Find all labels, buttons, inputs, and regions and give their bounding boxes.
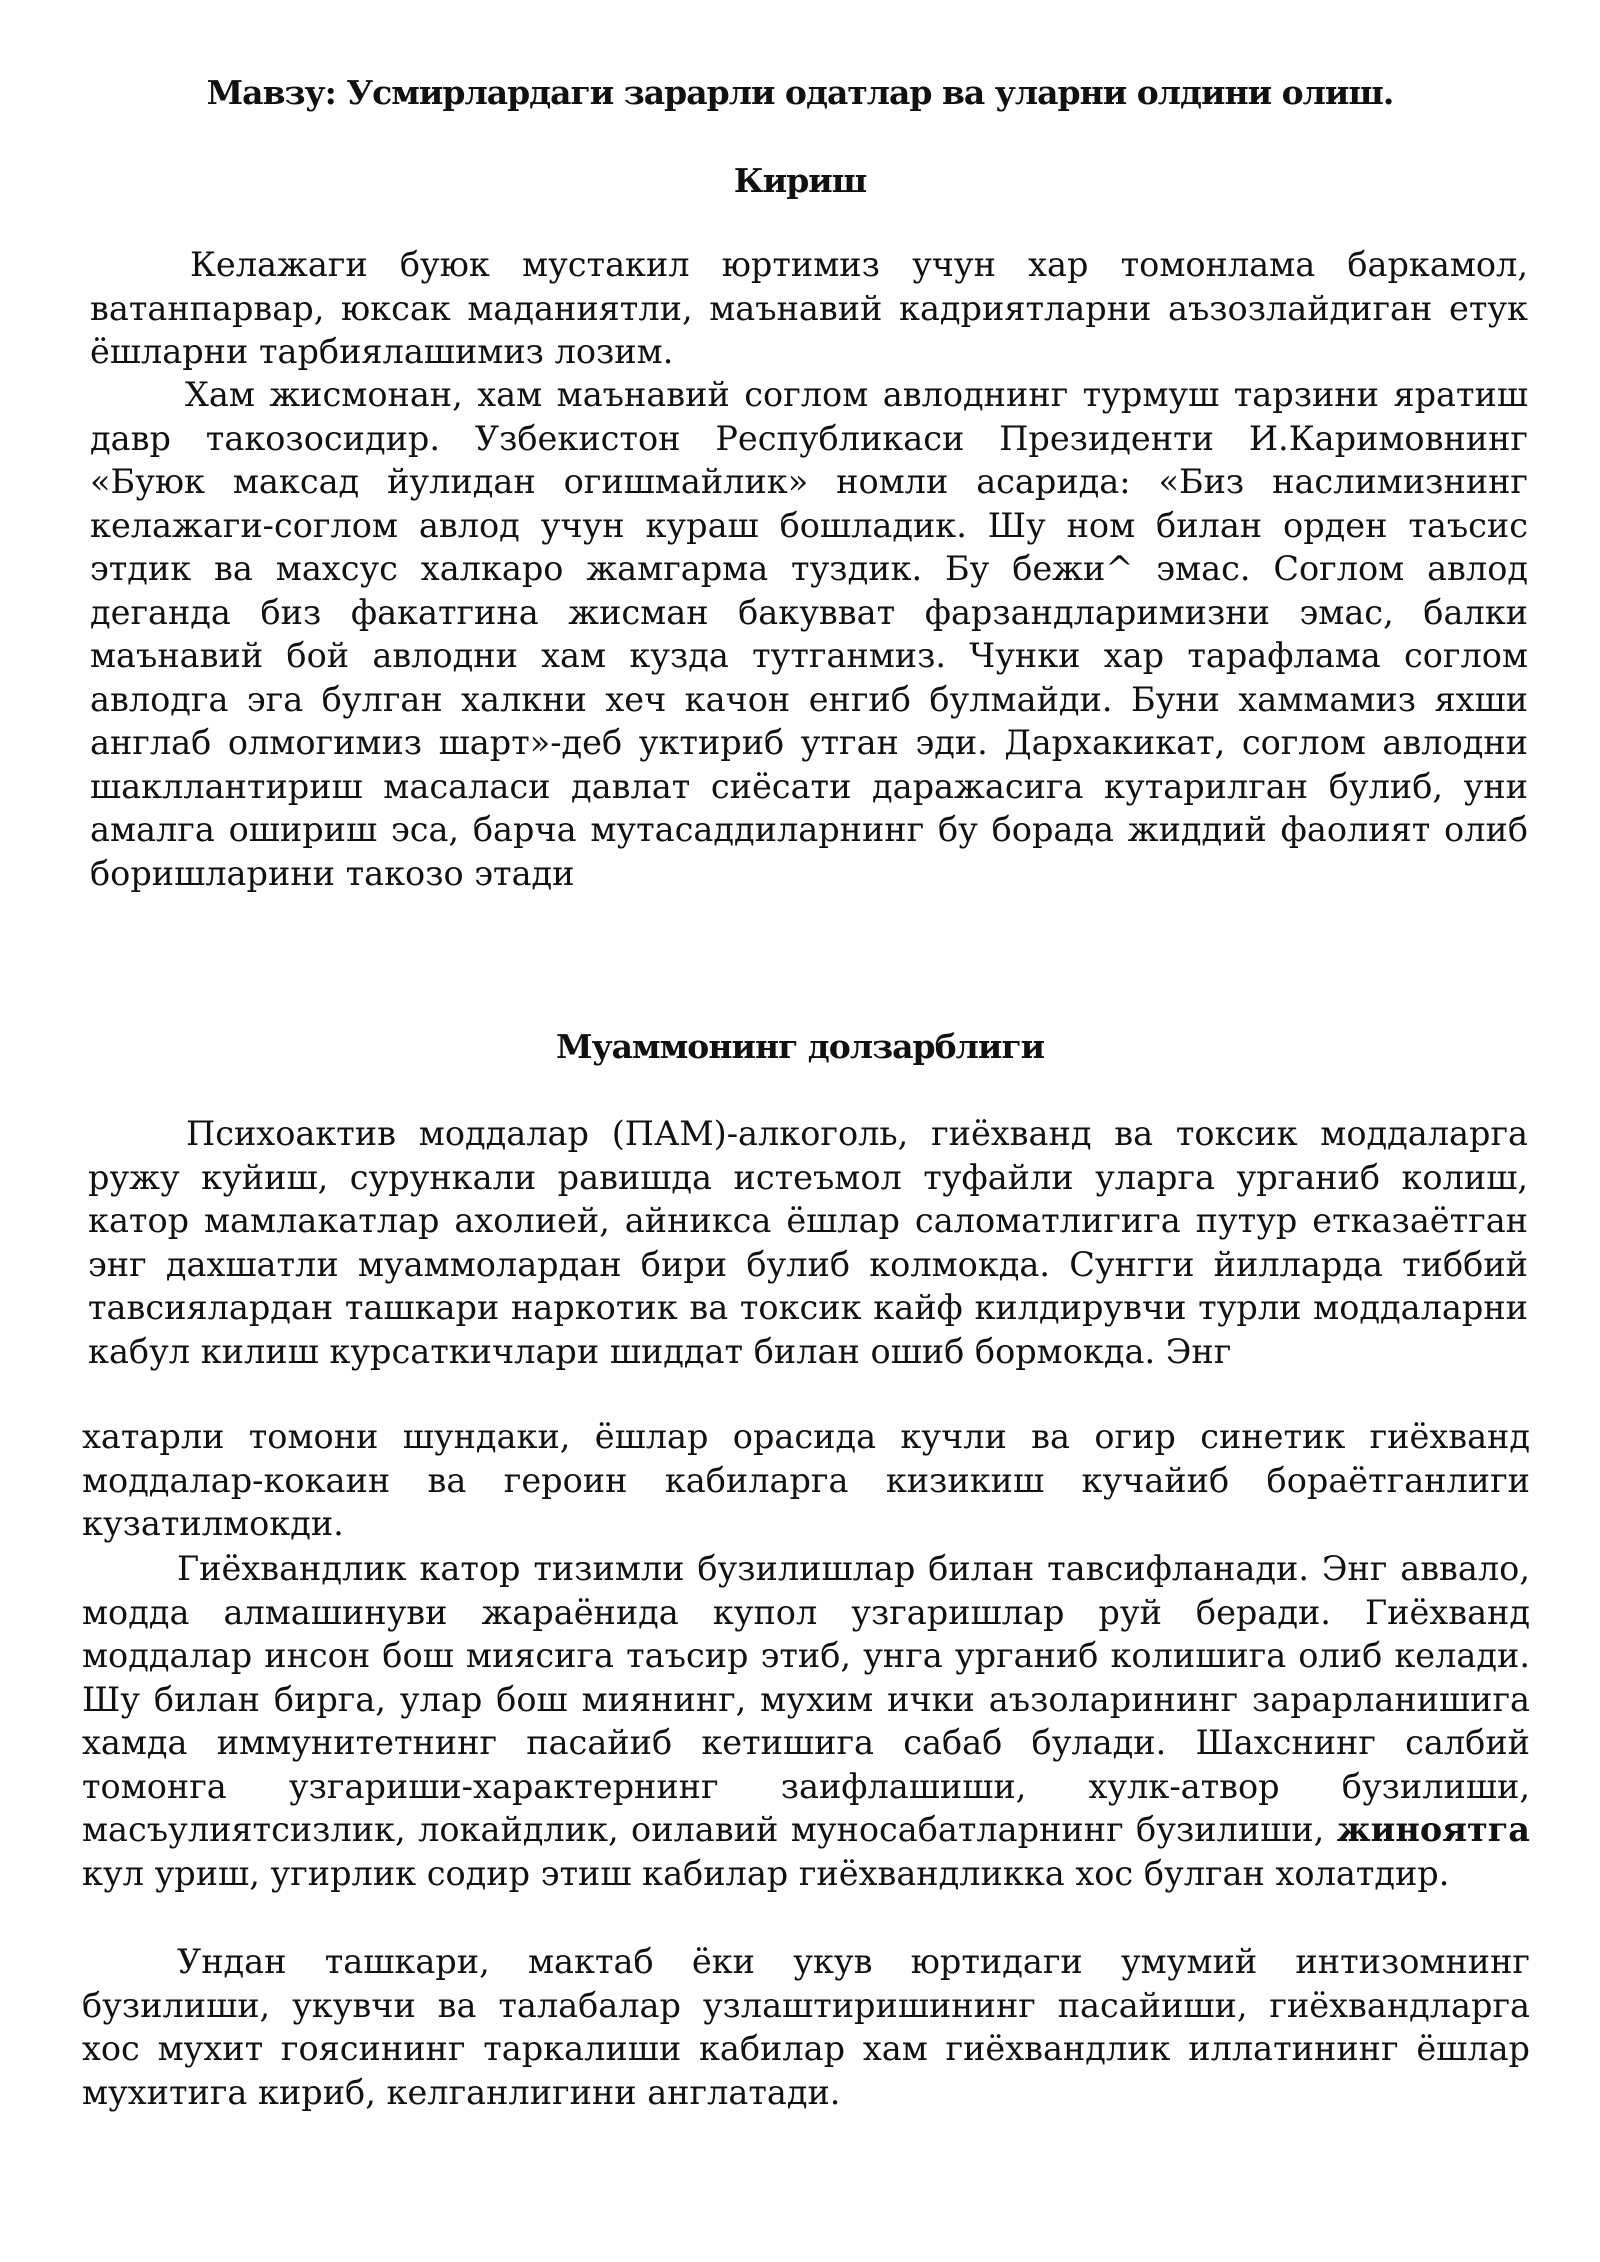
relevance-paragraph-3 — [82, 1547, 1530, 1895]
intro-heading: Кириш — [733, 161, 867, 200]
relevance-paragraph-4: Ундан ташкари, мактаб ёки укув юртидаги умумий интизомнинг бузилиши, укувчи ва талабалар узлаштиришининг пасайиши, гиёхвандларга хос мухит гоясининг таркалиши кабилар хам гиёхвандлик иллатининг ёшлар мухитига кириб, келганлигини англатади. — [82, 1942, 1530, 2112]
intro-paragraph-1: Келажаги буюк мустакил юртимиз учун хар томонлама баркамол, ватанпарвар, юксак маданиятли, маънавий кадриятларни аъзозлайдиган етук ёшларни тарбиялашимиз лозим. — [90, 245, 1528, 371]
relevance-paragraph-2: хатарли томони шундаки, ёшлар орасида кучли ва огир синетик гиёхванд моддалар-кокаин ва героин кабиларга кизикиш кучайиб бораётганлиги кузатилмокди. — [82, 1417, 1530, 1543]
relevance-heading: Муаммонинг долзарблиги — [555, 1027, 1045, 1066]
relevance-paragraph-3-text-end: кул уриш, угирлик содир этиш кабилар гиёхвандликка хос булган холатдир. — [82, 1853, 1450, 1893]
intro-paragraph-2: Хам жисмонан, хам маънавий соглом авлоднинг турмуш тарзини яратиш давр такозосидир. Узбекистон Республикаси Президенти И.Каримовнинг «Буюк максад йулидан огишмайлик» номли асарида: «Биз наслимизнинг келажаги-соглом авлод учун кураш бошладик. Шу ном билан орден таъсис этдик ва махсус халкаро жамгарма туздик. Бу бежи^ эмас. Соглом авлод деганда биз факатгина жисман бакувват фарзандларимизни эмас, балки маънавий бой авлодни хам кузда тутганмиз. Чунки хар тарафлама соглом авлодга эга булган халкни хеч качон енгиб булмайди. Буни хаммамиз яхши англаб олмогимиз шарт»-деб уктириб утган эди. Дархакикат, соглом авлодни шакллантириш масаласи давлат сиёсати даражасига кутарилган булиб, уни амалга ошириш эса, барча мутасаддиларнинг бу борада жиддий фаолият олиб боришларини такозо этади — [90, 375, 1528, 893]
relevance-paragraph-3-text-start: Гиёхвандлик катор тизимли бузилишлар билан тавсифланади. Энг аввало, модда алмашинуви жараёнида купол узгаришлар руй беради. Гиёхванд моддалар инсон бош миясига таъсир этиб, унга урганиб колишига олиб келади. Шу билан бирга, улар бош миянинг, мухим ички аъзоларининг зарарланишига хамда иммунитетнинг пасайиб кетишига сабаб булади. Шахснинг салбий томонга узгариши-характернинг заифлашиши, хулк-атвор бузилиши, масъулиятсизлик, локайдлик, оилавий муносабатларнинг бузилиши, — [82, 1549, 1530, 1849]
document-title: Мавзу: Усмирлардаги зарарли одатлар ва уларни олдини олиш. — [206, 73, 1394, 112]
relevance-paragraph-1: Психоактив моддалар (ПАМ)-алкоголь, гиёхванд ва токсик моддаларга ружу куйиш, сурункали равишда истеъмол туфайли уларга урганиб колиш, катор мамлакатлар ахолией, айникса ёшлар саломатлигига путур етказаётган энг дахшатли муаммолардан бири булиб колмокда. Сунгги йилларда тиббий тавсиялардан ташкари наркотик ва токсик кайф килдирувчи турли моддаларни кабул килиш курсаткичлари шиддат билан ошиб бормокда. Энг — [88, 1114, 1528, 1371]
bold-term: жиноятга — [1336, 1810, 1530, 1849]
